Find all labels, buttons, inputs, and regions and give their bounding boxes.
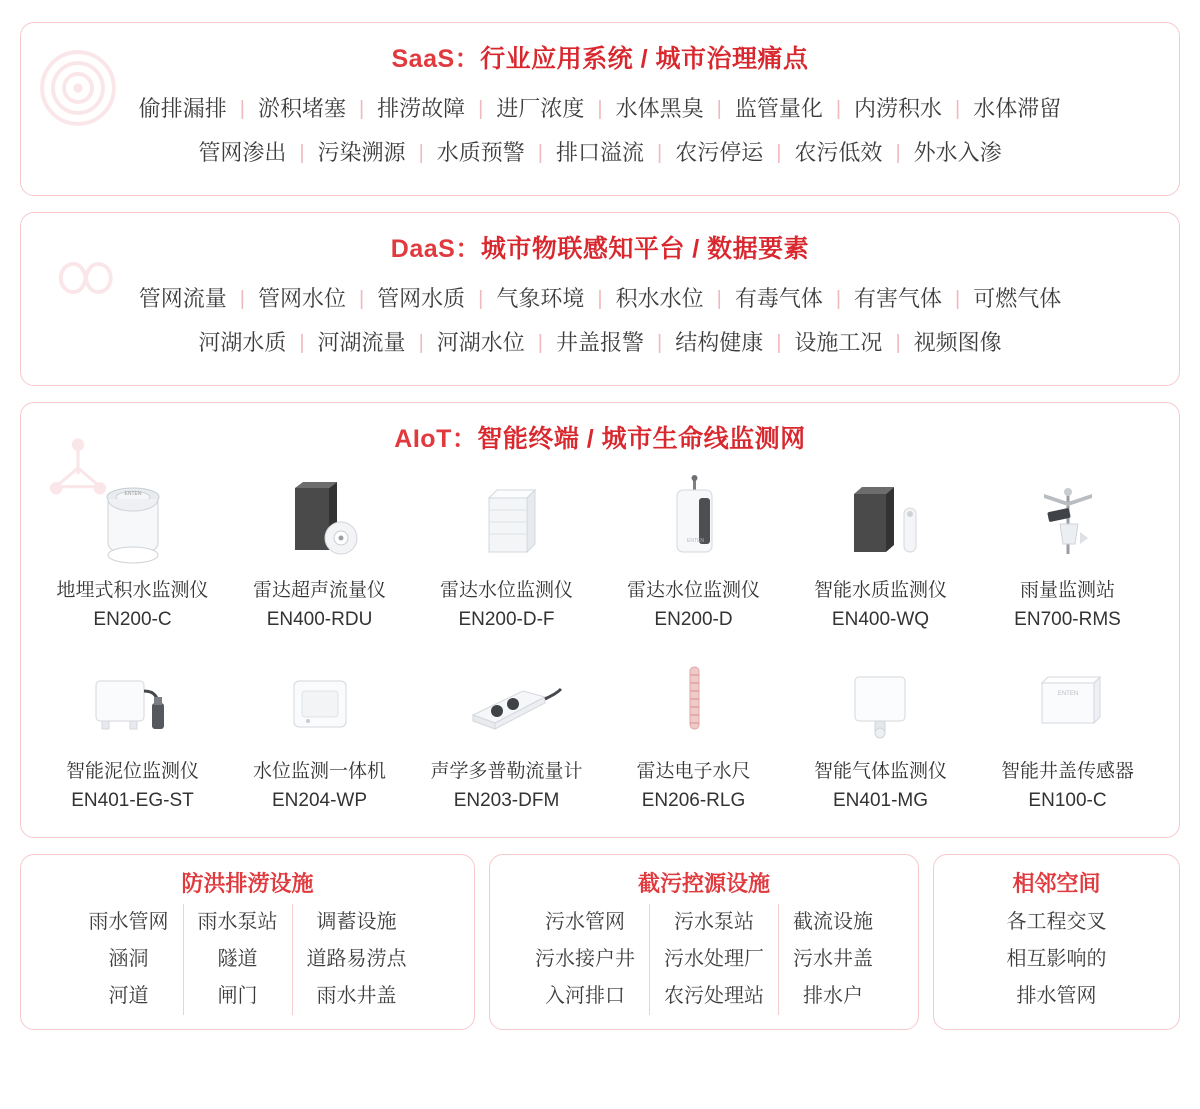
- device-name: 地埋式积水监测仪: [56, 580, 209, 601]
- separator: |: [239, 98, 245, 120]
- adjacent-space-panel: [933, 854, 1180, 1030]
- separator: |: [597, 288, 603, 310]
- saas-tag-rows: [21, 81, 1179, 195]
- separator: |: [776, 332, 782, 354]
- saas-tag: 外水入渗: [913, 140, 1002, 165]
- facility-item: 河道: [108, 985, 149, 1007]
- saas-tag: 水体滞留: [973, 96, 1062, 121]
- device-model: EN200-D-F: [458, 608, 555, 630]
- saas-tag: 进厂浓度: [496, 96, 585, 121]
- separator: |: [478, 98, 484, 120]
- device-model: EN400-WQ: [831, 608, 930, 630]
- separator: |: [955, 98, 961, 120]
- daas-tag: 管网水位: [257, 286, 346, 311]
- aiot-title: AIoT：智能终端 / 城市生命线监测网: [394, 425, 806, 453]
- facility-item: 闸门: [217, 985, 258, 1007]
- separator: |: [955, 288, 961, 310]
- facility-column: [521, 904, 649, 1015]
- facilities-row: [20, 854, 1180, 1030]
- separator: |: [239, 288, 245, 310]
- saas-header: [21, 23, 1179, 81]
- saas-tag: 排口溢流: [555, 140, 644, 165]
- device-card[interactable]: [226, 646, 413, 819]
- saas-tag: 内涝积水: [854, 96, 943, 121]
- saas-tag: 水质预警: [436, 140, 525, 165]
- adjacent-space-columns: [944, 904, 1169, 1015]
- facility-item: 排水户: [803, 985, 863, 1007]
- facility-item: 截流设施: [793, 911, 873, 933]
- pollution-control-columns: [500, 904, 908, 1015]
- saas-tag: 污染溯源: [317, 140, 406, 165]
- facility-item: 雨水井盖: [316, 985, 397, 1007]
- saas-panel: [20, 22, 1180, 196]
- svg-text:ENTEN: ENTEN: [1057, 691, 1078, 697]
- device-card[interactable]: [39, 465, 226, 638]
- separator: |: [835, 288, 842, 310]
- device-name: 智能气体监测仪: [813, 761, 947, 782]
- pollution-control-title: 截污控源设施: [637, 871, 770, 896]
- facility-item: 入河排口: [545, 985, 625, 1007]
- separator: |: [478, 288, 484, 310]
- saas-tag: 监管量化: [734, 96, 823, 121]
- facility-column: [649, 904, 778, 1015]
- radar-level-meter-icon: [602, 469, 785, 567]
- aiot-panel: [20, 402, 1180, 838]
- daas-tag: 有害气体: [854, 286, 943, 311]
- separator: |: [358, 98, 365, 120]
- device-model: EN206-RLG: [641, 789, 746, 811]
- sludge-level-meter-icon: [41, 650, 224, 748]
- separator: |: [657, 142, 663, 164]
- pollution-control-panel: [489, 854, 919, 1030]
- device-model: EN400-RDU: [266, 608, 373, 630]
- facility-item: 相互影响的: [1006, 948, 1107, 970]
- separator: |: [776, 142, 782, 164]
- facility-item: 各工程交叉: [1006, 911, 1107, 933]
- facility-column: [75, 904, 183, 1015]
- daas-tag: 管网流量: [138, 286, 227, 311]
- saas-tag: 淤积堵塞: [257, 96, 346, 121]
- facility-column: [997, 904, 1117, 1015]
- facility-item: 污水井盖: [793, 948, 873, 970]
- facility-item: 农污处理站: [664, 985, 764, 1007]
- facility-item: 隧道: [217, 948, 258, 970]
- daas-tag: 有毒气体: [734, 286, 823, 311]
- saas-row-1: [51, 87, 1149, 131]
- device-card[interactable]: [787, 646, 974, 819]
- device-card[interactable]: [974, 465, 1161, 638]
- daas-tag: 河湖流量: [317, 330, 406, 355]
- saas-row-2: [51, 131, 1149, 175]
- device-name: 雨量监测站: [1019, 580, 1115, 601]
- facility-item: 污水泵站: [674, 911, 754, 933]
- saas-tag: 偷排漏排: [138, 96, 227, 121]
- facility-column: [292, 904, 421, 1015]
- daas-tag: 管网水质: [377, 286, 466, 311]
- svg-text:ENTEN: ENTEN: [686, 538, 704, 544]
- daas-panel: [20, 212, 1180, 386]
- daas-tag: 视频图像: [913, 330, 1002, 355]
- facility-item: 涵洞: [108, 948, 149, 970]
- device-model: EN401-EG-ST: [71, 789, 194, 811]
- separator: |: [716, 288, 722, 310]
- rain-gauge-station-icon: [976, 469, 1159, 567]
- facility-item: 污水处理厂: [664, 948, 764, 970]
- daas-tag: 结构健康: [675, 330, 764, 355]
- device-model: EN203-DFM: [453, 789, 560, 811]
- daas-tag: 气象环境: [496, 286, 585, 311]
- daas-tag: 积水水位: [615, 286, 704, 311]
- device-card[interactable]: [600, 646, 787, 819]
- saas-tag: 农污低效: [794, 140, 883, 165]
- device-name: 雷达水位监测仪: [439, 580, 573, 601]
- device-card[interactable]: [413, 465, 600, 638]
- separator: |: [657, 332, 663, 354]
- separator: |: [299, 142, 305, 164]
- electronic-water-gauge-icon: [602, 650, 785, 748]
- separator: |: [895, 332, 901, 354]
- separator: |: [537, 332, 543, 354]
- water-quality-meter-icon: [789, 469, 972, 567]
- manhole-cover-sensor-icon: [976, 650, 1159, 748]
- flood-control-columns: [31, 904, 464, 1015]
- daas-tag: 河湖水质: [198, 330, 287, 355]
- saas-tag: 管网渗出: [198, 140, 287, 165]
- daas-row-1: [51, 277, 1149, 321]
- device-model: EN700-RMS: [1014, 608, 1121, 630]
- facility-item: 污水管网: [545, 911, 625, 933]
- facility-item: 道路易涝点: [306, 948, 407, 970]
- radar-level-meter-f-icon: [415, 469, 598, 567]
- daas-title: DaaS：城市物联感知平台 / 数据要素: [390, 235, 810, 263]
- separator: |: [299, 332, 305, 354]
- device-name: 雷达电子水尺: [636, 761, 751, 782]
- device-card[interactable]: [226, 465, 413, 638]
- daas-tag: 井盖报警: [555, 330, 644, 355]
- separator: |: [716, 98, 722, 120]
- daas-tag: 可燃气体: [973, 286, 1062, 311]
- separator: |: [418, 142, 424, 164]
- facility-item: 污水接户井: [535, 948, 635, 970]
- device-model: EN200-C: [93, 608, 172, 630]
- saas-title: SaaS：行业应用系统 / 城市治理痛点: [391, 45, 809, 73]
- facility-item: 调蓄设施: [316, 911, 397, 933]
- saas-tag: 水体黑臭: [615, 96, 704, 121]
- buried-water-sensor-icon: [41, 469, 224, 567]
- integrated-level-monitor-icon: [228, 650, 411, 748]
- saas-tag: 农污停运: [675, 140, 764, 165]
- device-model: EN401-MG: [832, 789, 929, 811]
- facility-item: 雨水管网: [88, 911, 169, 933]
- aiot-header: [21, 403, 1179, 461]
- device-card[interactable]: [787, 465, 974, 638]
- facility-column: [778, 904, 887, 1015]
- separator: |: [418, 332, 424, 354]
- flood-control-panel: [20, 854, 475, 1030]
- daas-tag: 河湖水位: [436, 330, 525, 355]
- radar-ultrasonic-flowmeter-icon: [228, 469, 411, 567]
- device-grid: [21, 461, 1179, 837]
- facility-column: [183, 904, 292, 1015]
- device-name: 声学多普勒流量计: [430, 761, 583, 782]
- device-card[interactable]: [600, 465, 787, 638]
- separator: |: [895, 142, 901, 164]
- separator: |: [835, 98, 842, 120]
- device-name: 智能井盖传感器: [1000, 761, 1134, 782]
- device-name: 雷达超声流量仪: [252, 580, 386, 601]
- device-name: 智能水质监测仪: [813, 580, 947, 601]
- svg-text:ENTEN: ENTEN: [124, 491, 141, 497]
- device-card[interactable]: [39, 646, 226, 819]
- separator: |: [358, 288, 365, 310]
- saas-tag: 排涝故障: [377, 96, 466, 121]
- gas-monitor-icon: [789, 650, 972, 748]
- flood-control-title: 防洪排涝设施: [181, 871, 314, 896]
- daas-row-2: [51, 321, 1149, 365]
- daas-tag-rows: [21, 271, 1179, 385]
- device-model: EN100-C: [1028, 789, 1107, 811]
- device-card[interactable]: [974, 646, 1161, 819]
- device-model: EN204-WP: [271, 789, 368, 811]
- separator: |: [597, 98, 603, 120]
- facility-item: 排水管网: [1016, 985, 1097, 1007]
- device-card[interactable]: [413, 646, 600, 819]
- device-name: 智能泥位监测仪: [65, 761, 199, 782]
- daas-header: [21, 213, 1179, 271]
- daas-tag: 设施工况: [794, 330, 883, 355]
- separator: |: [537, 142, 543, 164]
- device-name: 水位监测一体机: [252, 761, 386, 782]
- device-model: EN200-D: [654, 608, 733, 630]
- adjacent-space-title: 相邻空间: [1012, 871, 1101, 896]
- doppler-flowmeter-icon: [415, 650, 598, 748]
- facility-item: 雨水泵站: [197, 911, 278, 933]
- device-name: 雷达水位监测仪: [626, 580, 760, 601]
